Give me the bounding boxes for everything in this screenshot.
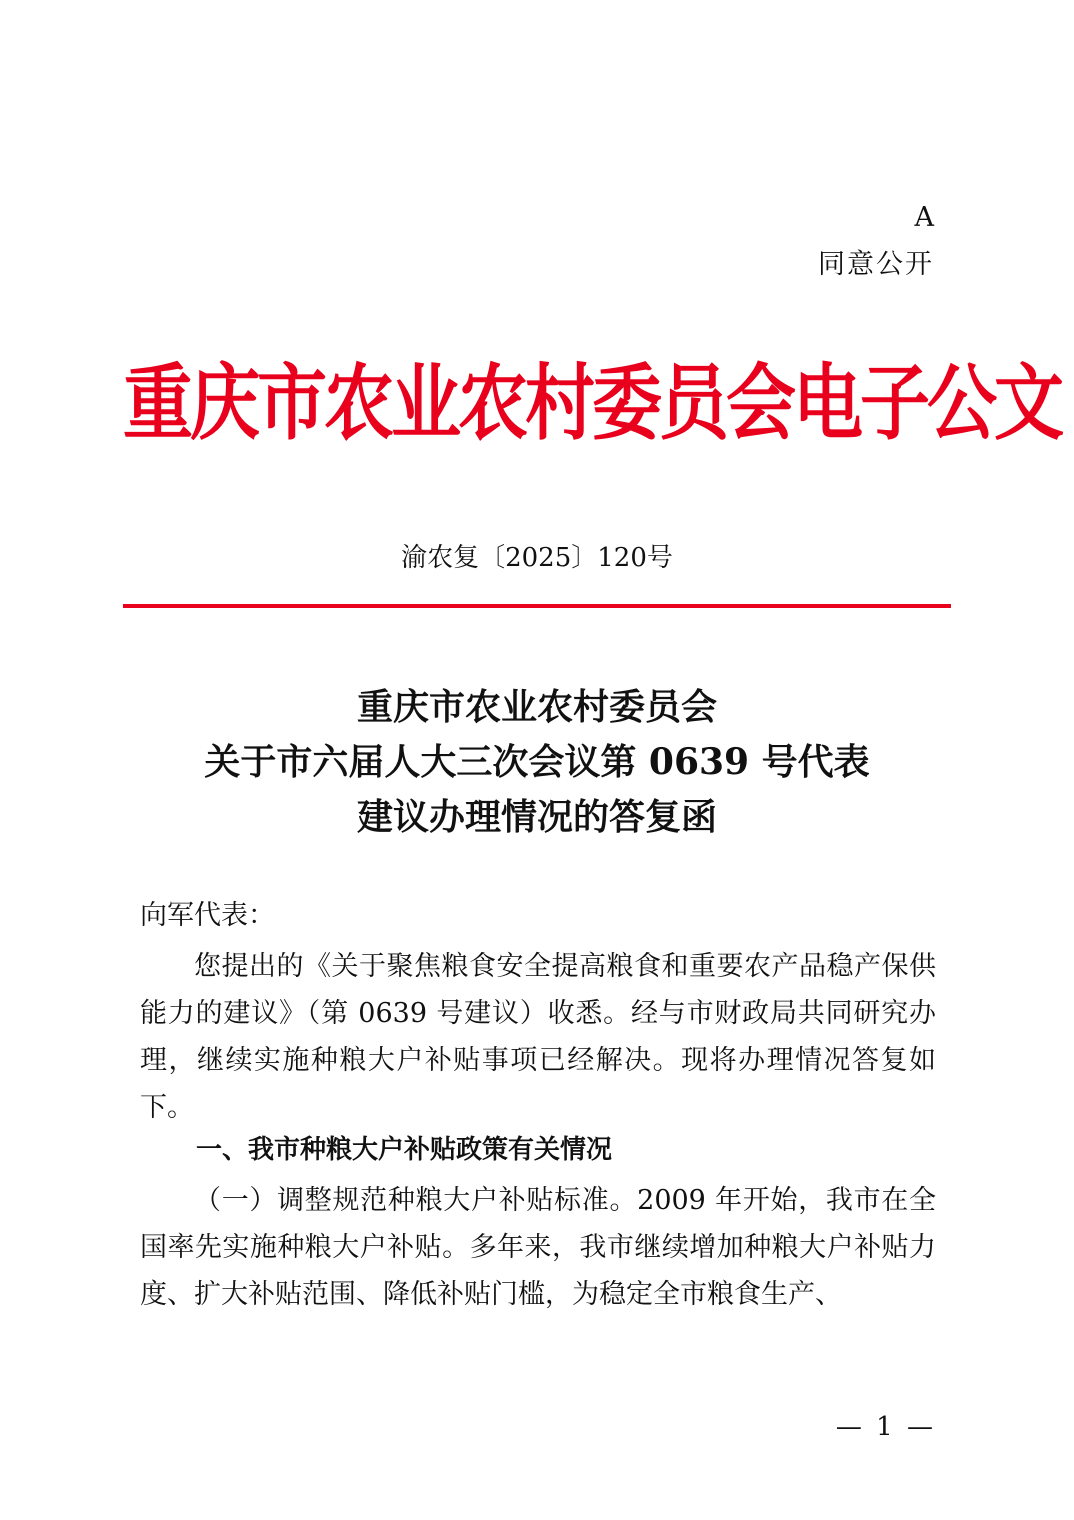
title-line-2: 关于市六届人大三次会议第 0639 号代表	[204, 741, 870, 783]
document-title	[123, 680, 951, 845]
disclosure-note: 同意公开	[818, 249, 934, 280]
title-line-3: 建议办理情况的答复函	[356, 796, 717, 838]
document-number: 渝农复〔2025〕120号	[401, 543, 673, 573]
subsection-paragraph: （一）调整规范种粮大户补贴标准。2009 年开始，我市在全国率先实施种粮大户补贴。多年来，我市继续增加种粮大户补贴力度、扩大补贴范围、降低补贴门槛，为稳定全市粮食生产、	[140, 1185, 936, 1310]
classification-mark: A	[914, 202, 934, 233]
org-banner: 重庆市农业农村委员会电子公文	[123, 354, 1061, 452]
section-heading: 一、我市种粮大户补贴政策有关情况	[196, 1135, 613, 1165]
title-line-1: 重庆市农业农村委员会	[356, 686, 717, 728]
page-number: — 1 —	[835, 1412, 936, 1442]
salutation: 向军代表：	[140, 900, 275, 931]
intro-paragraph: 您提出的《关于聚焦粮食安全提高粮食和重要农产品稳产保供能力的建议》（第 0639 号建议）收悉。经与市财政局共同研究办理，继续实施种粮大户补贴事项已经解决。现将办理情况答复如下。	[140, 951, 936, 1123]
red-divider	[123, 604, 951, 608]
